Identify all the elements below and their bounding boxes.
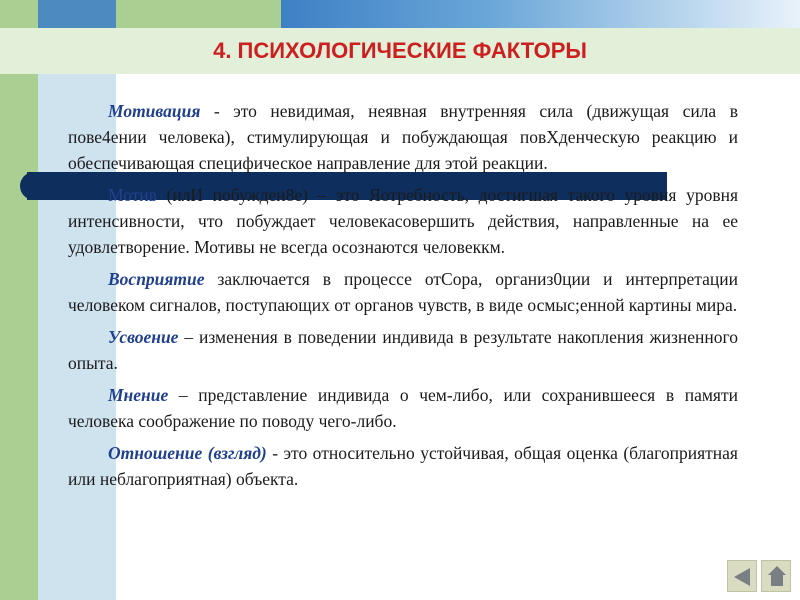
paragraph-learning	[68, 324, 738, 376]
paragraph-text: заключается в процессе отСора, организ0ции и интерпретации человеком сигналов, поступающих от органов чувств, в виде осмыс;енной картины мира.	[68, 269, 738, 315]
paragraph-text: - это невидимая, неявная внутренняя сила (движущая сила в пове4ении человека), стимулирующая и побуждающая повХденческую реакцию и обеспечивающая специфическое направление для этой реакции.	[68, 101, 738, 173]
term-motive: Мотив	[108, 185, 157, 205]
slide-title: 4. ПСИХОЛОГИЧЕСКИЕ ФАКТОРЫ	[213, 38, 587, 63]
home-icon-body	[771, 575, 783, 586]
top-gradient-bar	[281, 0, 800, 28]
paragraph-attitude	[68, 440, 738, 492]
term-motivation: Мотивация	[108, 101, 201, 121]
paragraph-opinion	[68, 382, 738, 434]
paragraph-text: (илИ побужден8е) – это Яотребность, достигшая такого уровня уровня интенсивности, что побуждает человекасовершить действия, направленные на ее удовлетворение. Мотивы не всегда осознаются человеккм.	[68, 185, 738, 257]
top-green-block	[116, 0, 281, 28]
slide-content	[68, 98, 738, 498]
left-green-band	[0, 0, 38, 600]
home-button[interactable]	[761, 560, 791, 592]
paragraph-text: - это относительно устойчивая, общая оценка (благоприятная или неблагоприятная) объекта.	[68, 443, 738, 489]
term-perception: Восприятие	[108, 269, 205, 289]
paragraph-perception	[68, 266, 738, 318]
term-learning: Усвоение	[108, 327, 179, 347]
back-arrow-icon	[734, 568, 750, 586]
term-opinion: Мнение	[108, 385, 169, 405]
top-left-block	[38, 0, 116, 28]
back-button[interactable]	[727, 560, 757, 592]
paragraph-text: – представление индивида о чем-либо, или сохранившееся в памяти человека соображение по поводу чего-либо.	[68, 385, 738, 431]
paragraph-text: – изменения в поведении индивида в результате накопления жизненного опыта.	[68, 327, 738, 373]
paragraph-motivation	[68, 98, 738, 176]
slide-navigation	[727, 560, 791, 592]
home-icon	[768, 566, 786, 575]
paragraph-motive	[68, 182, 738, 260]
term-attitude: Отношение (взгляд)	[108, 443, 267, 463]
